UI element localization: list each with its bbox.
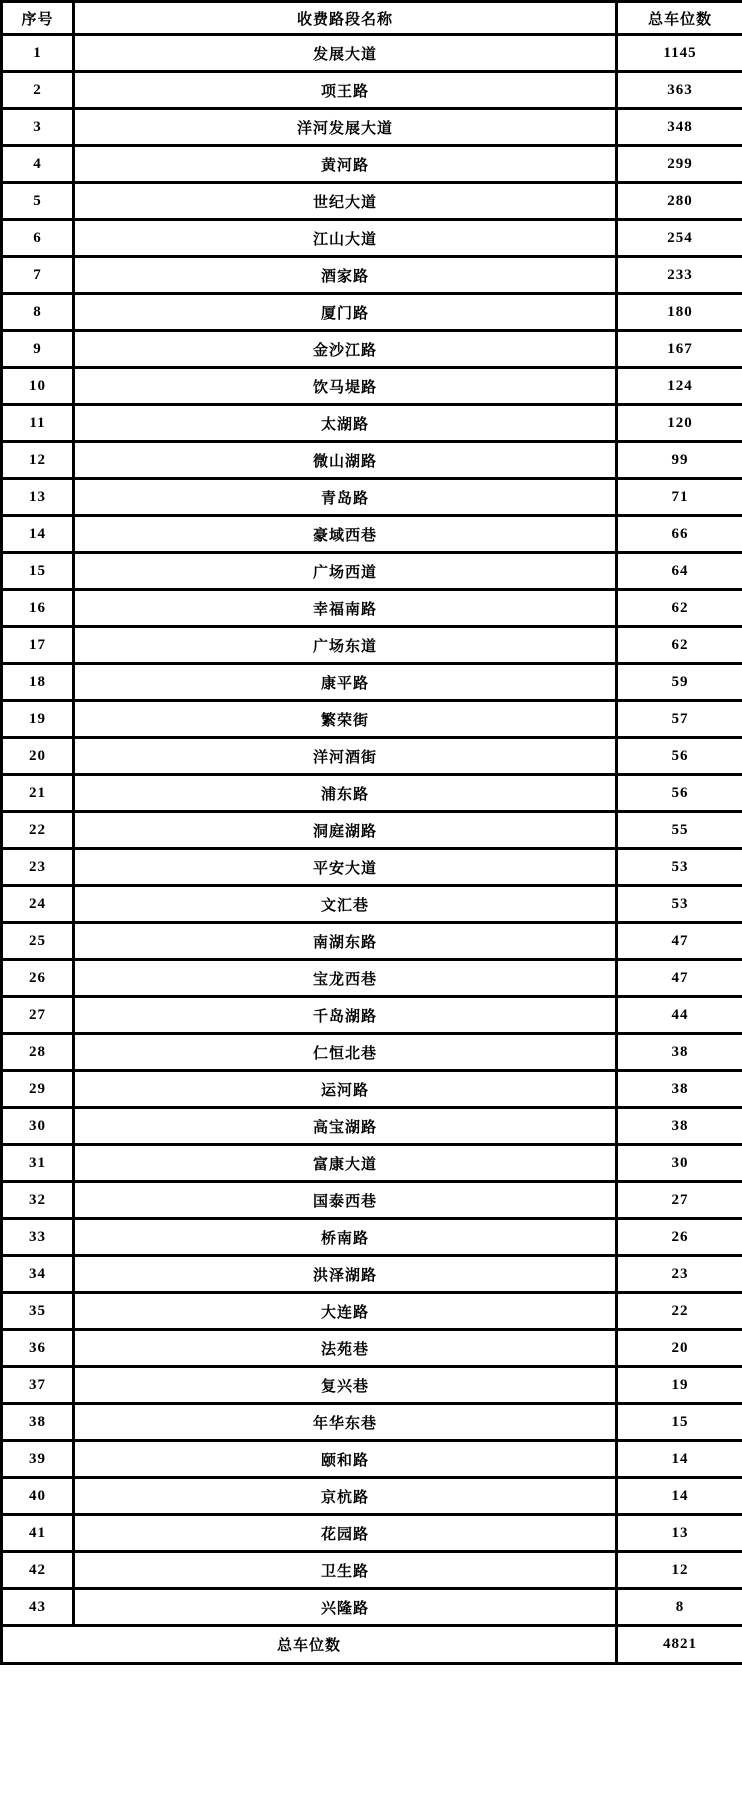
table-row [2,1367,742,1404]
table-row [2,1293,742,1330]
row-index-cell: 8 [2,294,74,331]
row-index-cell: 29 [2,1071,74,1108]
space-count-cell: 47 [617,923,742,960]
table-row [2,775,742,812]
row-index-cell: 2 [2,72,74,109]
space-count-cell: 53 [617,849,742,886]
road-name-cell: 洋河发展大道 [74,109,617,146]
table-row [2,627,742,664]
space-count-cell: 280 [617,183,742,220]
space-count-cell: 348 [617,109,742,146]
table-row [2,886,742,923]
road-name-cell: 繁荣街 [74,701,617,738]
space-count-cell: 55 [617,812,742,849]
table-row [2,331,742,368]
table-row [2,220,742,257]
road-name-cell: 广场西道 [74,553,617,590]
row-index-cell: 34 [2,1256,74,1293]
road-name-cell: 南湖东路 [74,923,617,960]
space-count-cell: 47 [617,960,742,997]
road-name-cell: 洪泽湖路 [74,1256,617,1293]
road-name-cell: 微山湖路 [74,442,617,479]
space-count-cell: 38 [617,1034,742,1071]
road-name-cell: 广场东道 [74,627,617,664]
table-row [2,1552,742,1589]
road-name-cell: 洞庭湖路 [74,812,617,849]
table-row [2,516,742,553]
road-name-cell: 平安大道 [74,849,617,886]
space-count-cell: 99 [617,442,742,479]
table-row [2,479,742,516]
space-count-cell: 44 [617,997,742,1034]
row-index-cell: 15 [2,553,74,590]
road-name-cell: 江山大道 [74,220,617,257]
row-index-cell: 26 [2,960,74,997]
table-row [2,849,742,886]
space-count-cell: 8 [617,1589,742,1626]
header-index: 序号 [2,2,74,35]
table-row [2,701,742,738]
space-count-cell: 124 [617,368,742,405]
row-index-cell: 33 [2,1219,74,1256]
row-index-cell: 30 [2,1108,74,1145]
space-count-cell: 71 [617,479,742,516]
space-count-cell: 299 [617,146,742,183]
row-index-cell: 14 [2,516,74,553]
row-index-cell: 40 [2,1478,74,1515]
space-count-cell: 180 [617,294,742,331]
space-count-cell: 56 [617,775,742,812]
table-header-row [2,2,742,35]
space-count-cell: 19 [617,1367,742,1404]
table-row [2,664,742,701]
road-name-cell: 年华东巷 [74,1404,617,1441]
road-name-cell: 文汇巷 [74,886,617,923]
road-name-cell: 卫生路 [74,1552,617,1589]
road-name-cell: 洋河酒街 [74,738,617,775]
row-index-cell: 23 [2,849,74,886]
road-name-cell: 国泰西巷 [74,1182,617,1219]
road-name-cell: 仁恒北巷 [74,1034,617,1071]
row-index-cell: 13 [2,479,74,516]
table-row [2,1478,742,1515]
row-index-cell: 10 [2,368,74,405]
row-index-cell: 24 [2,886,74,923]
road-name-cell: 法苑巷 [74,1330,617,1367]
space-count-cell: 66 [617,516,742,553]
row-index-cell: 11 [2,405,74,442]
row-index-cell: 41 [2,1515,74,1552]
road-name-cell: 世纪大道 [74,183,617,220]
road-name-cell: 千岛湖路 [74,997,617,1034]
road-name-cell: 金沙江路 [74,331,617,368]
road-name-cell: 豪域西巷 [74,516,617,553]
space-count-cell: 14 [617,1478,742,1515]
table-row [2,72,742,109]
table-row [2,183,742,220]
table-row [2,1182,742,1219]
row-index-cell: 1 [2,35,74,72]
table-total-row [2,1626,742,1664]
space-count-cell: 64 [617,553,742,590]
road-name-cell: 黄河路 [74,146,617,183]
row-index-cell: 39 [2,1441,74,1478]
row-index-cell: 17 [2,627,74,664]
table-row [2,1441,742,1478]
road-name-cell: 大连路 [74,1293,617,1330]
road-name-cell: 复兴巷 [74,1367,617,1404]
road-name-cell: 浦东路 [74,775,617,812]
table-row [2,923,742,960]
space-count-cell: 254 [617,220,742,257]
space-count-cell: 62 [617,590,742,627]
table-row [2,442,742,479]
space-count-cell: 59 [617,664,742,701]
road-name-cell: 花园路 [74,1515,617,1552]
road-name-cell: 兴隆路 [74,1589,617,1626]
road-name-cell: 发展大道 [74,35,617,72]
space-count-cell: 167 [617,331,742,368]
space-count-cell: 363 [617,72,742,109]
row-index-cell: 32 [2,1182,74,1219]
road-name-cell: 富康大道 [74,1145,617,1182]
row-index-cell: 37 [2,1367,74,1404]
table-row [2,109,742,146]
table-row [2,1145,742,1182]
row-index-cell: 36 [2,1330,74,1367]
road-name-cell: 桥南路 [74,1219,617,1256]
space-count-cell: 1145 [617,35,742,72]
space-count-cell: 13 [617,1515,742,1552]
space-count-cell: 22 [617,1293,742,1330]
table-row [2,1256,742,1293]
row-index-cell: 35 [2,1293,74,1330]
row-index-cell: 28 [2,1034,74,1071]
row-index-cell: 12 [2,442,74,479]
table-row [2,553,742,590]
row-index-cell: 6 [2,220,74,257]
road-name-cell: 酒家路 [74,257,617,294]
space-count-cell: 57 [617,701,742,738]
row-index-cell: 31 [2,1145,74,1182]
table-row [2,1589,742,1626]
row-index-cell: 43 [2,1589,74,1626]
row-index-cell: 21 [2,775,74,812]
space-count-cell: 56 [617,738,742,775]
road-name-cell: 项王路 [74,72,617,109]
row-index-cell: 9 [2,331,74,368]
table-row [2,1219,742,1256]
road-name-cell: 颐和路 [74,1441,617,1478]
space-count-cell: 27 [617,1182,742,1219]
road-name-cell: 青岛路 [74,479,617,516]
space-count-cell: 62 [617,627,742,664]
row-index-cell: 22 [2,812,74,849]
row-index-cell: 20 [2,738,74,775]
row-index-cell: 25 [2,923,74,960]
road-name-cell: 康平路 [74,664,617,701]
table-row [2,960,742,997]
row-index-cell: 3 [2,109,74,146]
space-count-cell: 30 [617,1145,742,1182]
table-row [2,997,742,1034]
road-name-cell: 宝龙西巷 [74,960,617,997]
space-count-cell: 20 [617,1330,742,1367]
table-row [2,738,742,775]
table-row [2,1108,742,1145]
table-row [2,146,742,183]
row-index-cell: 18 [2,664,74,701]
table-row [2,257,742,294]
header-space-count: 总车位数 [617,2,742,35]
table-row [2,590,742,627]
road-name-cell: 京杭路 [74,1478,617,1515]
space-count-cell: 23 [617,1256,742,1293]
space-count-cell: 53 [617,886,742,923]
table-row [2,1515,742,1552]
row-index-cell: 27 [2,997,74,1034]
row-index-cell: 5 [2,183,74,220]
row-index-cell: 38 [2,1404,74,1441]
road-name-cell: 运河路 [74,1071,617,1108]
row-index-cell: 19 [2,701,74,738]
total-label-cell: 总车位数 [2,1626,617,1664]
table-row [2,368,742,405]
space-count-cell: 38 [617,1071,742,1108]
road-name-cell: 饮马堤路 [74,368,617,405]
table-body [2,35,742,1626]
space-count-cell: 26 [617,1219,742,1256]
table-row [2,1071,742,1108]
row-index-cell: 7 [2,257,74,294]
space-count-cell: 14 [617,1441,742,1478]
table-row [2,405,742,442]
total-count-cell: 4821 [617,1626,742,1664]
space-count-cell: 15 [617,1404,742,1441]
table-row [2,812,742,849]
space-count-cell: 12 [617,1552,742,1589]
table-row [2,1404,742,1441]
space-count-cell: 38 [617,1108,742,1145]
road-name-cell: 高宝湖路 [74,1108,617,1145]
road-name-cell: 幸福南路 [74,590,617,627]
table-row [2,294,742,331]
road-name-cell: 太湖路 [74,405,617,442]
space-count-cell: 120 [617,405,742,442]
table-row [2,1330,742,1367]
row-index-cell: 16 [2,590,74,627]
table-row [2,35,742,72]
header-road-name: 收费路段名称 [74,2,617,35]
row-index-cell: 42 [2,1552,74,1589]
road-name-cell: 厦门路 [74,294,617,331]
row-index-cell: 4 [2,146,74,183]
table-row [2,1034,742,1071]
space-count-cell: 233 [617,257,742,294]
